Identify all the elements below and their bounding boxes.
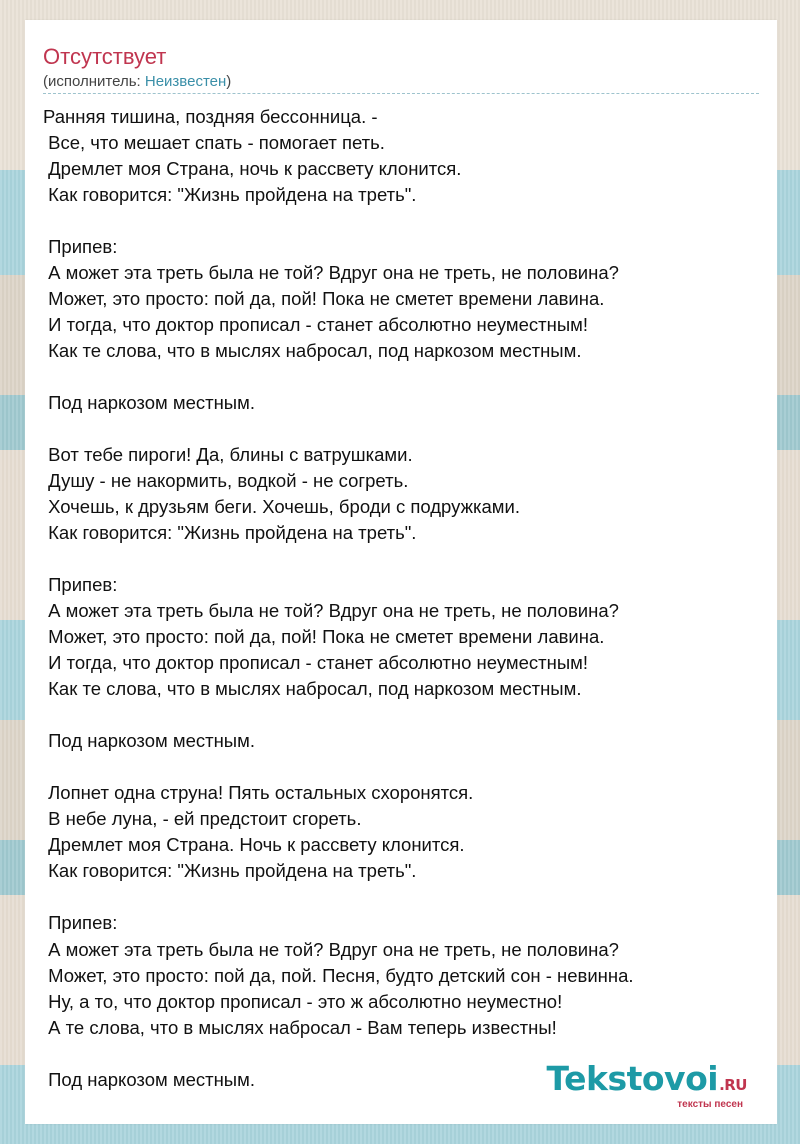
lyric-line (43, 702, 763, 728)
lyric-line: И тогда, что доктор прописал - станет абсолютно неуместным! (43, 314, 588, 336)
lyric-line: Как говорится: "Жизнь пройдена на треть". (43, 860, 417, 882)
lyric-line: Под наркозом местным. (43, 392, 255, 414)
lyric-line (43, 546, 763, 572)
lyric-line: Хочешь, к друзьям беги. Хочешь, броди с подружками. (43, 496, 520, 518)
divider (43, 93, 759, 94)
lyric-line: Ну, а то, что доктор прописал - это ж абсолютно неуместно! (43, 990, 563, 1012)
lyric-line: Как те слова, что в мыслях набросал, под наркозом местным. (43, 678, 582, 700)
logo-tagline: тексты песен (677, 1099, 743, 1110)
lyric-line: Под наркозом местным. (43, 1068, 255, 1090)
lyric-line: Ранняя тишина, поздняя бессонница. - (43, 106, 378, 127)
lyric-line: И тогда, что доктор прописал - станет абсолютно неуместным! (43, 652, 588, 674)
lyric-line: А может эта треть была не той? Вдруг она не треть, не половина? (43, 600, 619, 622)
lyric-line: Лопнет одна струна! Пять остальных схоронятся. (43, 782, 474, 804)
lyric-line: Может, это просто: пой да, пой. Песня, будто детский сон - невинна. (43, 964, 634, 986)
lyrics-card (25, 20, 777, 1124)
lyric-line: В небе луна, - ей предстоит сгореть. (43, 808, 362, 830)
lyric-line: Как те слова, что в мыслях набросал, под наркозом местным. (43, 340, 582, 362)
lyric-line: Может, это просто: пой да, пой! Пока не сметет времени лавина. (43, 626, 605, 648)
lyrics-text (43, 104, 763, 1093)
lyric-line: Дремлет моя Страна, ночь к рассвету клонится. (43, 158, 462, 180)
artist-link[interactable]: Неизвестен (144, 73, 227, 90)
lyric-line: Дремлет моя Страна. Ночь к рассвету клонится. (43, 834, 465, 856)
lyric-line (43, 208, 763, 234)
lyric-line: Все, что мешает спать - помогает петь. (43, 132, 385, 154)
lyric-line: Вот тебе пироги! Да, блины с ватрушками. (43, 444, 413, 466)
song-title: Отсутствует (43, 44, 167, 69)
lyric-line: А может эта треть была не той? Вдруг она не треть, не половина? (43, 262, 619, 284)
lyric-line (43, 754, 763, 780)
logo-name: Tekstovoi (546, 1059, 719, 1098)
logo-tld: .RU (719, 1076, 747, 1094)
lyric-line: Припев: (43, 236, 118, 258)
lyric-line: Припев: (43, 912, 118, 934)
artist-suffix: ) (226, 73, 232, 90)
lyric-line: Как говорится: "Жизнь пройдена на треть". (43, 184, 417, 206)
lyric-line: А может эта треть была не той? Вдруг она не треть, не половина? (43, 938, 619, 960)
lyric-line: Может, это просто: пой да, пой! Пока не сметет времени лавина. (43, 288, 605, 310)
lyric-line: Припев: (43, 574, 118, 596)
site-logo[interactable] (546, 1059, 747, 1110)
lyric-line: А те слова, что в мыслях набросал - Вам теперь известны! (43, 1016, 557, 1038)
lyric-line: Как говорится: "Жизнь пройдена на треть". (43, 522, 417, 544)
lyric-line (43, 416, 763, 442)
artist-prefix: (исполнитель: (43, 73, 145, 90)
lyric-line: Душу - не накормить, водкой - не согреть. (43, 470, 409, 492)
lyric-line: Под наркозом местным. (43, 730, 255, 752)
artist-line (43, 73, 231, 91)
lyric-line (43, 364, 763, 390)
lyric-line (43, 884, 763, 910)
